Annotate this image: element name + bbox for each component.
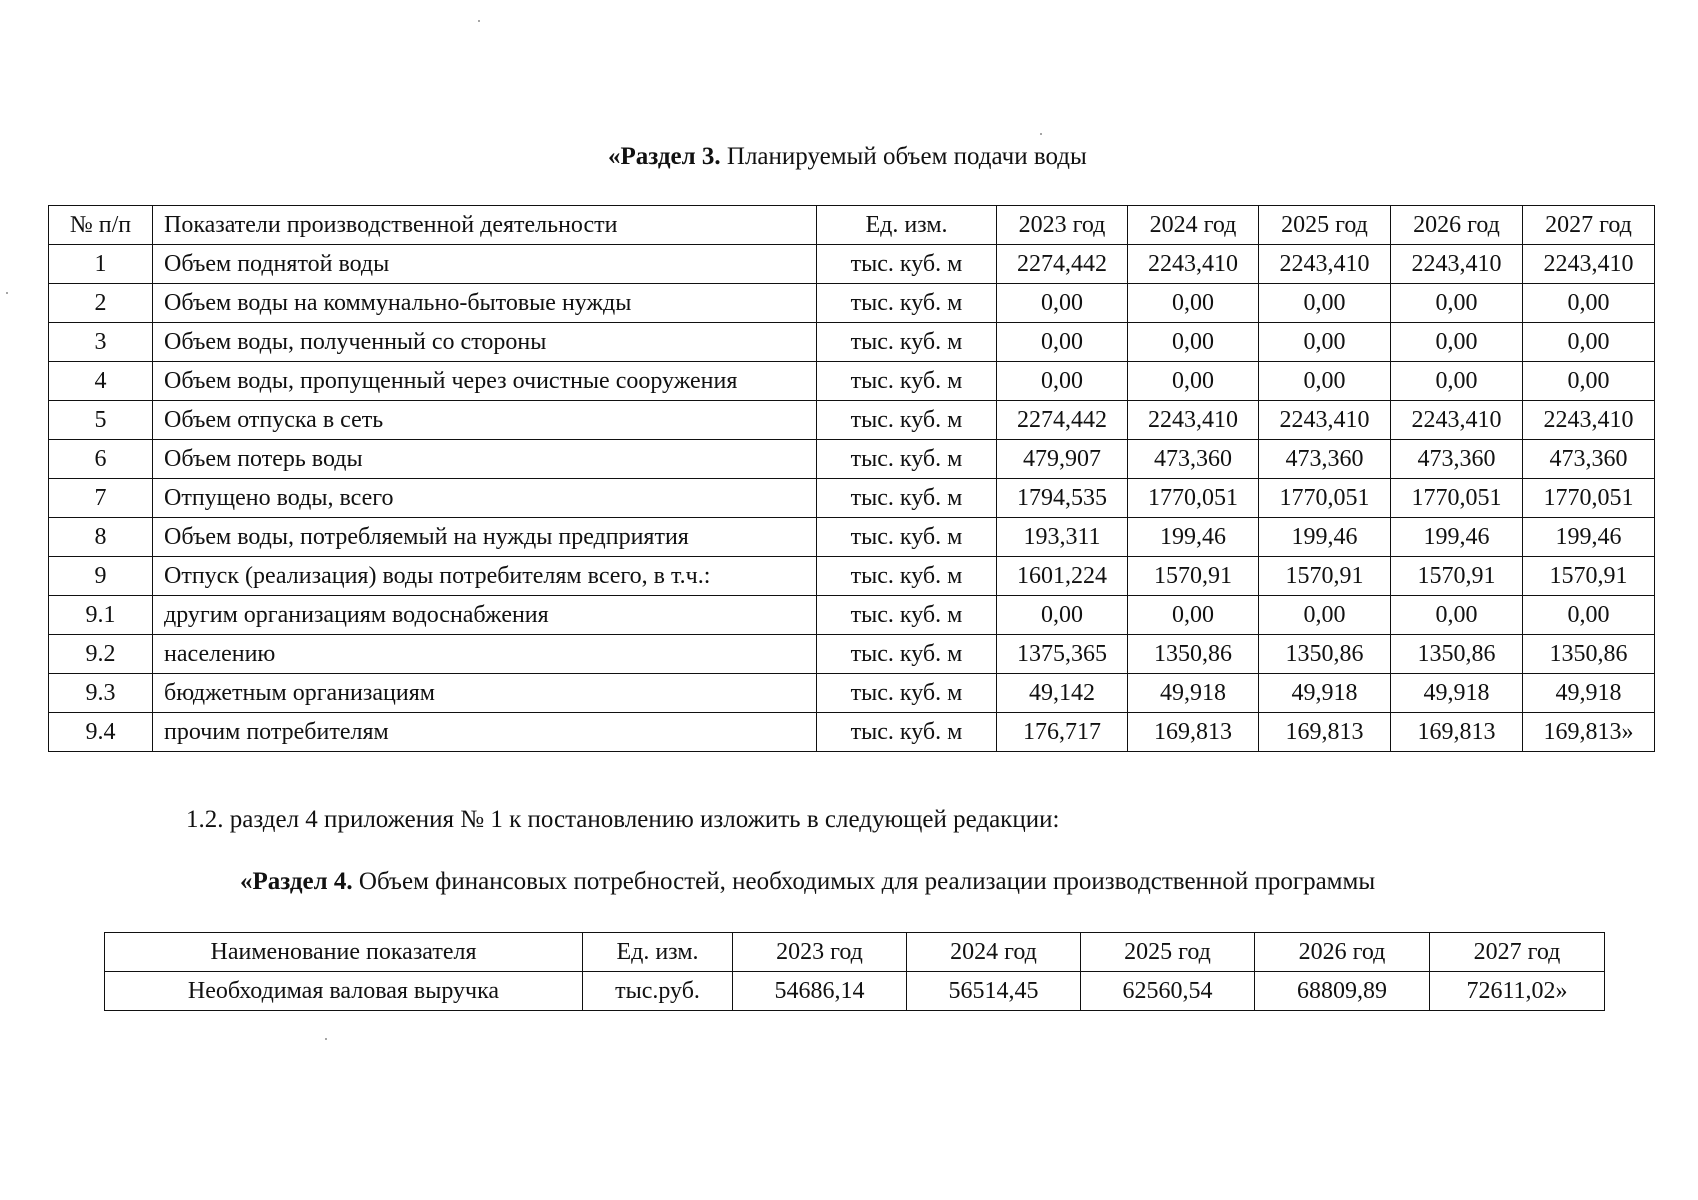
section-3-title xyxy=(608,143,1087,171)
row-value: 169,813 xyxy=(1259,713,1391,752)
row-unit: тыс. куб. м xyxy=(817,557,997,596)
row-value: 49,142 xyxy=(997,674,1128,713)
row-value: 1770,051 xyxy=(1259,479,1391,518)
row-indicator: Объем воды, полученный со стороны xyxy=(153,323,817,362)
financial-needs-table xyxy=(104,932,1605,1011)
header-year: 2023 год xyxy=(997,206,1128,245)
header-no: № п/п xyxy=(49,206,153,245)
row-indicator: Отпуск (реализация) воды потребителям всего, в т.ч.: xyxy=(153,557,817,596)
row-value: 2243,410 xyxy=(1128,401,1259,440)
row-unit: тыс. куб. м xyxy=(817,674,997,713)
row-unit: тыс. куб. м xyxy=(817,596,997,635)
row-value: 1601,224 xyxy=(997,557,1128,596)
row-value: 2274,442 xyxy=(997,401,1128,440)
row-value: 49,918 xyxy=(1128,674,1259,713)
row-value: 0,00 xyxy=(1523,362,1655,401)
row-indicator: Объем воды, пропущенный через очистные сооружения xyxy=(153,362,817,401)
row-unit: тыс. куб. м xyxy=(817,245,997,284)
row-number: 1 xyxy=(49,245,153,284)
row-value: 0,00 xyxy=(997,362,1128,401)
row-value: 169,813» xyxy=(1523,713,1655,752)
row-value: 0,00 xyxy=(997,596,1128,635)
row-unit: тыс. куб. м xyxy=(817,323,997,362)
water-supply-table-body xyxy=(49,245,1655,752)
row-number: 9 xyxy=(49,557,153,596)
header-year: 2023 год xyxy=(733,933,907,972)
row-value: 193,311 xyxy=(997,518,1128,557)
row-value: 169,813 xyxy=(1391,713,1523,752)
row-indicator: другим организациям водоснабжения xyxy=(153,596,817,635)
header-indicator-name: Наименование показателя xyxy=(105,933,583,972)
row-value: 0,00 xyxy=(1391,323,1523,362)
table-row xyxy=(49,596,1655,635)
row-value: 2243,410 xyxy=(1523,245,1655,284)
table-row xyxy=(49,440,1655,479)
row-number: 3 xyxy=(49,323,153,362)
row-indicator: Объем отпуска в сеть xyxy=(153,401,817,440)
table-header-row xyxy=(105,933,1605,972)
row-indicator: Объем потерь воды xyxy=(153,440,817,479)
row-value: 0,00 xyxy=(1391,284,1523,323)
row-number: 2 xyxy=(49,284,153,323)
row-number: 6 xyxy=(49,440,153,479)
row-unit: тыс. куб. м xyxy=(817,284,997,323)
row-number: 9.3 xyxy=(49,674,153,713)
row-value: 2243,410 xyxy=(1391,245,1523,284)
row-value: 56514,45 xyxy=(907,972,1081,1011)
table-row xyxy=(49,479,1655,518)
row-value: 54686,14 xyxy=(733,972,907,1011)
row-value: 1794,535 xyxy=(997,479,1128,518)
row-value: 479,907 xyxy=(997,440,1128,479)
row-value: 49,918 xyxy=(1259,674,1391,713)
row-value: 1375,365 xyxy=(997,635,1128,674)
row-value: 199,46 xyxy=(1128,518,1259,557)
table-row xyxy=(49,635,1655,674)
row-indicator: бюджетным организациям xyxy=(153,674,817,713)
row-value: 49,918 xyxy=(1523,674,1655,713)
section-4-title-rest: Объем финансовых потребностей, необходимых для реализации производственной программы xyxy=(352,868,1376,895)
row-value: 199,46 xyxy=(1523,518,1655,557)
row-number: 4 xyxy=(49,362,153,401)
section-3-title-bold: «Раздел 3. xyxy=(608,143,721,170)
row-value: 473,360 xyxy=(1128,440,1259,479)
section-3-title-rest: Планируемый объем подачи воды xyxy=(720,143,1087,170)
header-year: 2025 год xyxy=(1259,206,1391,245)
row-value: 1350,86 xyxy=(1259,635,1391,674)
row-unit: тыс. куб. м xyxy=(817,713,997,752)
row-value: 68809,89 xyxy=(1255,972,1430,1011)
header-year: 2026 год xyxy=(1255,933,1430,972)
row-indicator: прочим потребителям xyxy=(153,713,817,752)
row-value: 2274,442 xyxy=(997,245,1128,284)
row-value: 473,360 xyxy=(1391,440,1523,479)
row-value: 199,46 xyxy=(1391,518,1523,557)
row-unit: тыс.руб. xyxy=(583,972,733,1011)
row-value: 0,00 xyxy=(1391,362,1523,401)
row-value: 0,00 xyxy=(1128,323,1259,362)
header-year: 2027 год xyxy=(1523,206,1655,245)
table-row xyxy=(49,362,1655,401)
header-unit: Ед. изм. xyxy=(583,933,733,972)
row-value: 0,00 xyxy=(1259,596,1391,635)
row-value: 62560,54 xyxy=(1081,972,1255,1011)
row-value: 2243,410 xyxy=(1391,401,1523,440)
row-value: 2243,410 xyxy=(1259,245,1391,284)
row-number: 9.4 xyxy=(49,713,153,752)
row-value: 473,360 xyxy=(1259,440,1391,479)
row-unit: тыс. куб. м xyxy=(817,635,997,674)
amendment-paragraph: 1.2. раздел 4 приложения № 1 к постановлению изложить в следующей редакции: xyxy=(186,806,1060,833)
row-value: 0,00 xyxy=(1259,362,1391,401)
scan-speck xyxy=(478,20,480,22)
row-unit: тыс. куб. м xyxy=(817,440,997,479)
header-year: 2024 год xyxy=(907,933,1081,972)
table-row xyxy=(105,972,1605,1011)
row-value: 1570,91 xyxy=(1128,557,1259,596)
row-value: 72611,02» xyxy=(1430,972,1605,1011)
row-value: 0,00 xyxy=(997,284,1128,323)
row-value: 1350,86 xyxy=(1391,635,1523,674)
table-header-row xyxy=(49,206,1655,245)
header-year: 2027 год xyxy=(1430,933,1605,972)
row-value: 1570,91 xyxy=(1259,557,1391,596)
header-year: 2024 год xyxy=(1128,206,1259,245)
row-unit: тыс. куб. м xyxy=(817,518,997,557)
table-row xyxy=(49,401,1655,440)
row-value: 2243,410 xyxy=(1523,401,1655,440)
row-number: 5 xyxy=(49,401,153,440)
row-value: 0,00 xyxy=(1391,596,1523,635)
table-row xyxy=(49,518,1655,557)
row-value: 176,717 xyxy=(997,713,1128,752)
row-value: 0,00 xyxy=(1128,284,1259,323)
row-value: 49,918 xyxy=(1391,674,1523,713)
row-value: 1770,051 xyxy=(1523,479,1655,518)
scan-speck xyxy=(1040,133,1042,135)
row-number: 8 xyxy=(49,518,153,557)
row-value: 199,46 xyxy=(1259,518,1391,557)
row-value: 1570,91 xyxy=(1391,557,1523,596)
row-number: 9.1 xyxy=(49,596,153,635)
section-4-title-bold: «Раздел 4. xyxy=(240,868,353,895)
table-row xyxy=(49,245,1655,284)
row-value: 0,00 xyxy=(1259,323,1391,362)
table-row xyxy=(49,713,1655,752)
row-value: 1350,86 xyxy=(1128,635,1259,674)
row-value: 0,00 xyxy=(1523,323,1655,362)
water-supply-table xyxy=(48,205,1655,752)
row-value: 1350,86 xyxy=(1523,635,1655,674)
table-row xyxy=(49,557,1655,596)
row-value: 1770,051 xyxy=(1128,479,1259,518)
row-value: 0,00 xyxy=(1523,596,1655,635)
header-unit: Ед. изм. xyxy=(817,206,997,245)
row-value: 0,00 xyxy=(1523,284,1655,323)
row-unit: тыс. куб. м xyxy=(817,401,997,440)
header-year: 2026 год xyxy=(1391,206,1523,245)
table-row xyxy=(49,674,1655,713)
row-indicator: Объем воды, потребляемый на нужды предприятия xyxy=(153,518,817,557)
row-indicator: Объем поднятой воды xyxy=(153,245,817,284)
row-value: 473,360 xyxy=(1523,440,1655,479)
table-row xyxy=(49,323,1655,362)
row-value: 1770,051 xyxy=(1391,479,1523,518)
row-value: 2243,410 xyxy=(1259,401,1391,440)
row-value: 0,00 xyxy=(1128,362,1259,401)
row-value: 169,813 xyxy=(1128,713,1259,752)
row-indicator: Отпущено воды, всего xyxy=(153,479,817,518)
row-value: 2243,410 xyxy=(1128,245,1259,284)
row-number: 9.2 xyxy=(49,635,153,674)
scan-speck xyxy=(6,292,8,294)
row-number: 7 xyxy=(49,479,153,518)
header-year: 2025 год xyxy=(1081,933,1255,972)
row-value: 0,00 xyxy=(1259,284,1391,323)
section-4-title xyxy=(240,868,1375,896)
table-row xyxy=(49,284,1655,323)
scan-speck xyxy=(325,1038,327,1040)
row-unit: тыс. куб. м xyxy=(817,362,997,401)
row-value: 1570,91 xyxy=(1523,557,1655,596)
row-value: 0,00 xyxy=(997,323,1128,362)
row-name: Необходимая валовая выручка xyxy=(105,972,583,1011)
row-indicator: населению xyxy=(153,635,817,674)
row-value: 0,00 xyxy=(1128,596,1259,635)
row-indicator: Объем воды на коммунально-бытовые нужды xyxy=(153,284,817,323)
header-indicator: Показатели производственной деятельности xyxy=(153,206,817,245)
row-unit: тыс. куб. м xyxy=(817,479,997,518)
